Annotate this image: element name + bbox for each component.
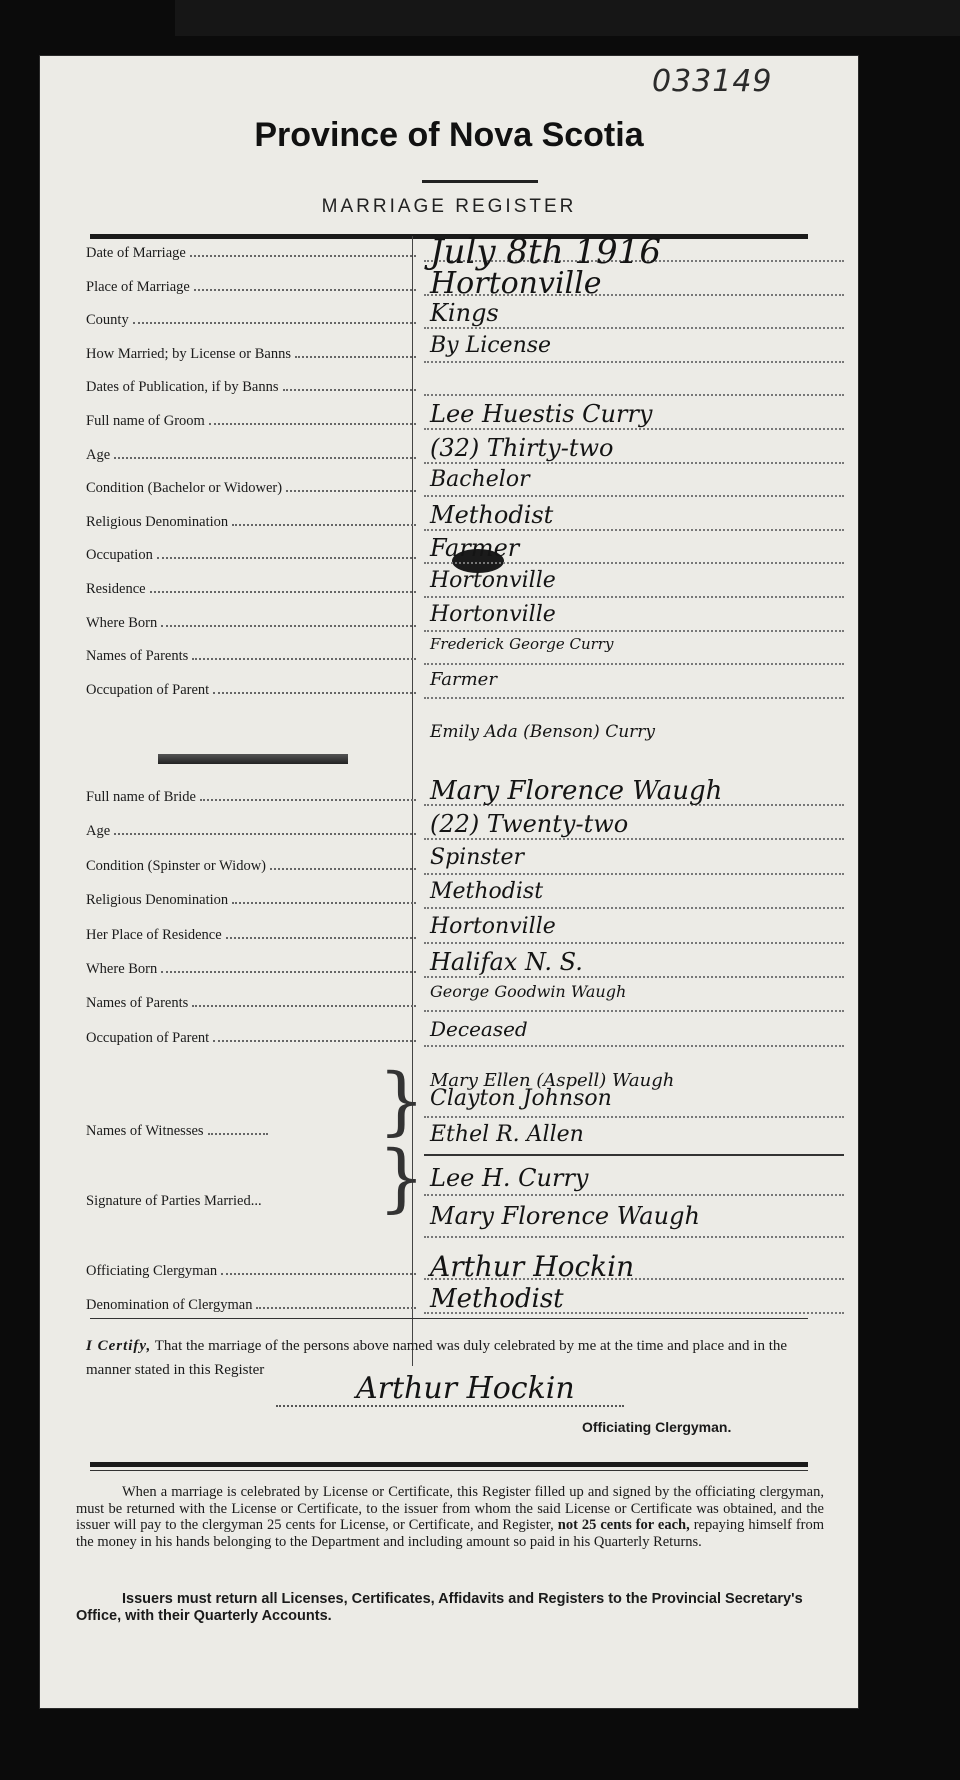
groom-field-row (86, 671, 420, 699)
leader-dots (192, 658, 416, 660)
value-line (424, 1045, 844, 1047)
groom-parents-line2: Emily Ada (Benson) Curry (430, 722, 656, 742)
field-label: Religious Denomination (86, 892, 229, 909)
witness-2: Ethel R. Allen (430, 1122, 584, 1147)
field-label: Place of Marriage (86, 278, 190, 295)
field-label: Her Place of Residence (86, 926, 222, 943)
certify-lead: I Certify, (86, 1338, 152, 1354)
field-value: Hortonville (430, 265, 602, 301)
groom-field-row (86, 570, 420, 598)
instructions-notice (76, 1484, 824, 1550)
value-line (424, 838, 844, 840)
field-value: (22) Twenty-two (430, 810, 629, 839)
signatures-row (86, 1182, 420, 1210)
register-number: 033149 (652, 64, 773, 99)
leader-dots (283, 389, 416, 391)
bride-parents-line2: Mary Ellen (Aspell) Waugh (430, 1070, 675, 1091)
groom-field-row (86, 234, 420, 262)
field-value: Mary Florence Waugh (430, 776, 723, 806)
leader-dots (213, 692, 416, 694)
field-value: By License (430, 332, 552, 358)
witnesses-brace: } (378, 1058, 426, 1144)
groom-field-row (86, 335, 420, 363)
groom-field-row (86, 536, 420, 564)
field-label: Full name of Groom (86, 413, 205, 429)
page-subtitle: MARRIAGE REGISTER (321, 196, 577, 217)
value-line (424, 697, 844, 699)
leader-dots (208, 1133, 268, 1135)
bride-field-row (86, 984, 420, 1012)
value-line (424, 873, 844, 875)
value-line (424, 663, 844, 665)
leader-dots (209, 423, 416, 425)
bride-field-row (86, 812, 420, 840)
certify-rule (90, 1318, 808, 1319)
bride-field-row (86, 881, 420, 909)
leader-dots (133, 322, 416, 324)
leader-dots (157, 557, 416, 559)
field-value: Hortonville (430, 601, 556, 627)
field-value: Farmer (430, 534, 520, 563)
value-line (424, 630, 844, 632)
clergyman-signature-line (276, 1405, 624, 1407)
field-value: Bachelor (430, 467, 530, 493)
leader-dots (213, 1040, 416, 1042)
value-line (424, 596, 844, 598)
groom-field-row (86, 368, 420, 396)
field-label: County (86, 312, 129, 329)
field-label: Names of Parents (86, 648, 189, 665)
notice-text-2: repaying himself from the money in his hands belonging to the Department and including amount so paid in his Quarterly Returns. (76, 1517, 825, 1550)
clergyman-signature-label: Officiating Clergyman. (582, 1419, 732, 1435)
bride-signature-line (424, 1236, 844, 1238)
clergy-field-row (86, 1252, 420, 1280)
field-value: Frederick George Curry (430, 635, 614, 654)
field-value: (32) Thirty-two (430, 433, 614, 462)
groom-field-row (86, 469, 420, 497)
issuers-note: Issuers must return all Licenses, Certificates, Affidavits and Registers to the Provincial Secretary's Office, with their Quarterly Accounts. (76, 1591, 803, 1624)
bride-signature: Mary Florence Waugh (430, 1202, 700, 1230)
field-label: Condition (Spinster or Widow) (86, 857, 266, 874)
leader-dots (161, 971, 416, 973)
clergy-field-row (86, 1286, 420, 1314)
bride-field-row (86, 916, 420, 944)
witness-2-line (424, 1154, 844, 1156)
witness-1-line (424, 1116, 844, 1118)
field-label: Occupation (86, 547, 153, 564)
leader-dots (286, 490, 416, 492)
value-line (424, 562, 844, 564)
field-value: George Goodwin Waugh (430, 982, 627, 1002)
title-rule (422, 180, 538, 183)
groom-field-row (86, 503, 420, 531)
field-label: Date of Marriage (86, 245, 186, 261)
value-line (424, 361, 844, 363)
leader-dots (114, 833, 416, 835)
value-line (424, 1010, 844, 1012)
field-value: Hortonville (430, 568, 556, 593)
leader-dots (190, 255, 416, 257)
field-label: Names of Parents (86, 995, 189, 1012)
page-title: Province of Nova Scotia (254, 116, 644, 154)
leader-dots (200, 799, 416, 801)
groom-signature-line (424, 1194, 844, 1196)
leader-dots (226, 937, 416, 939)
notice-rule-thin (90, 1470, 808, 1471)
field-label: How Married; by License or Banns (86, 345, 291, 362)
bride-field-row (86, 847, 420, 875)
field-label: Occupation of Parent (86, 681, 210, 698)
value-line (424, 976, 844, 978)
field-label: Age (86, 446, 111, 463)
value-line (424, 462, 844, 464)
bride-field-row (86, 950, 420, 978)
leader-dots (161, 625, 416, 627)
value-line (424, 942, 844, 944)
signatures-brace: } (378, 1135, 426, 1221)
field-label: Religious Denomination (86, 513, 229, 530)
witnesses-label: Names of Witnesses (86, 1123, 204, 1139)
witnesses-row (86, 1112, 420, 1140)
scan-top-bar (175, 0, 960, 36)
field-label: Denomination of Clergyman (86, 1297, 253, 1313)
field-value: Kings (430, 299, 499, 328)
field-label: Condition (Bachelor or Widower) (86, 480, 283, 497)
field-label: Occupation of Parent (86, 1029, 210, 1046)
groom-field-row (86, 637, 420, 665)
leader-dots (256, 1307, 416, 1309)
groom-field-row (86, 436, 420, 464)
groom-field-row (86, 268, 420, 296)
field-label: Residence (86, 581, 146, 597)
witness-1: Clayton Johnson (430, 1086, 612, 1111)
field-value: Arthur Hockin (430, 1250, 635, 1283)
field-value: Methodist (430, 879, 544, 905)
leader-dots (221, 1273, 416, 1275)
field-value: Spinster (430, 844, 525, 870)
value-line (424, 327, 844, 329)
groom-field-row (86, 301, 420, 329)
leader-dots (194, 289, 416, 291)
field-value: Methodist (430, 1284, 564, 1314)
field-value: Methodist (430, 500, 554, 529)
register-sheet (40, 56, 858, 1708)
notice-text-1: When a marriage is celebrated by License or Certificate, this Register filled up and signed by the officiating clergyman, must be returned with the License or Certificate, to the issuer from whom the said License or Certificate was obtained, and the issuer will pay to the clergyman 25 cents for License, or Certificate, and Register, (76, 1484, 824, 1533)
field-value: July 8th 1916 (430, 232, 661, 272)
field-label: Officiating Clergyman (86, 1263, 218, 1279)
field-value: Farmer (430, 668, 497, 690)
bride-section-divider (158, 754, 348, 764)
certify-text: That the marriage of the persons above named was duly celebrated by me at the time and place and in the manner stated in this Register (86, 1338, 788, 1378)
notice-rule (90, 1462, 808, 1467)
value-line (424, 529, 844, 531)
clergyman-signature: Arthur Hockin (356, 1371, 575, 1406)
value-line (424, 907, 844, 909)
field-value: Deceased (430, 1016, 528, 1041)
signatures-label: Signature of Parties Married... (86, 1193, 262, 1209)
groom-field-row (86, 604, 420, 632)
field-label: Age (86, 823, 111, 840)
field-label: Where Born (86, 614, 158, 631)
leader-dots (270, 868, 416, 870)
groom-signature: Lee H. Curry (430, 1164, 589, 1192)
field-label: Full name of Bride (86, 789, 196, 805)
notice-bold-text: not 25 cents for each, (557, 1517, 690, 1533)
bride-field-row (86, 778, 420, 806)
leader-dots (192, 1005, 416, 1007)
leader-dots (150, 591, 416, 593)
value-line (424, 394, 844, 396)
leader-dots (295, 356, 416, 358)
bride-field-row (86, 1019, 420, 1047)
field-value: Lee Huestis Curry (430, 400, 653, 428)
leader-dots (114, 457, 416, 459)
value-line (424, 495, 844, 497)
field-value: Hortonville (430, 913, 556, 939)
leader-dots (232, 902, 416, 904)
groom-field-row (86, 402, 420, 430)
field-label: Where Born (86, 961, 158, 977)
leader-dots (232, 524, 416, 526)
value-line (424, 428, 844, 430)
field-value: Halifax N. S. (430, 948, 583, 976)
field-label: Dates of Publication, if by Banns (86, 379, 279, 396)
